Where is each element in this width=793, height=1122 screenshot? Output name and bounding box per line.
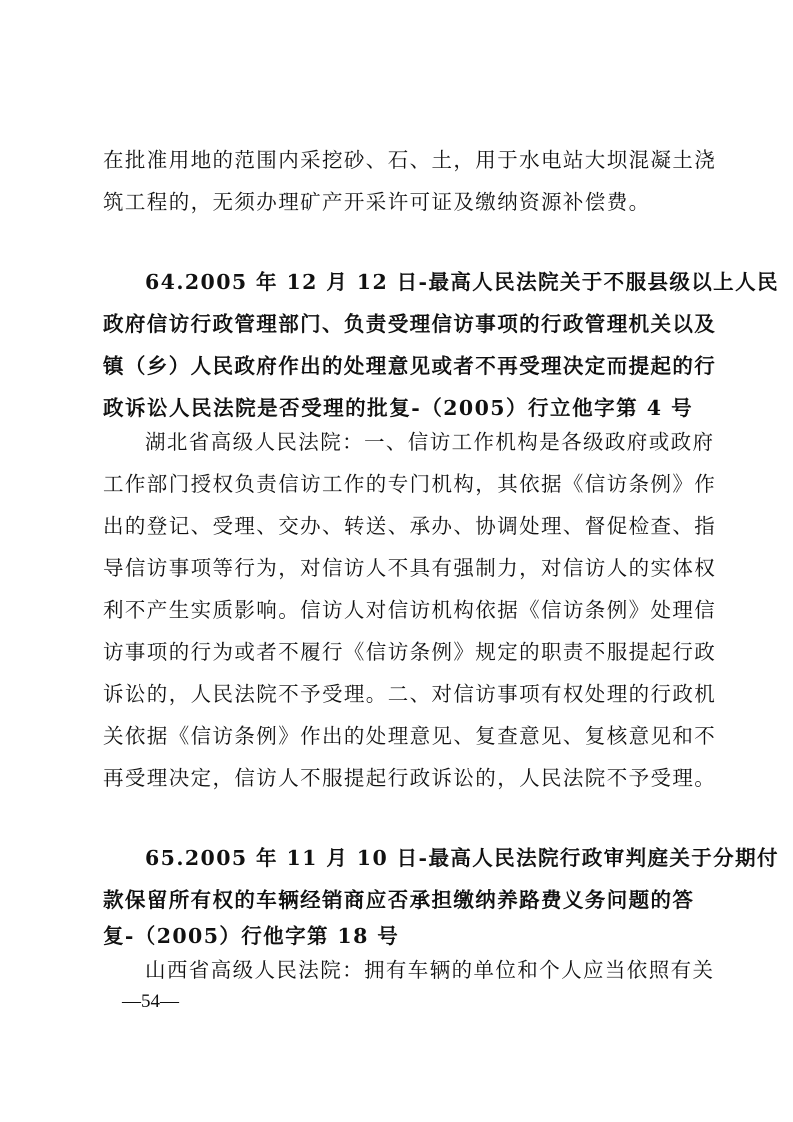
section-64-body-line: 访事项的行为或者不履行《信访条例》规定的职责不服提起行政 — [103, 640, 717, 664]
intro-line: 筑工程的，无须办理矿产开采许可证及缴纳资源补偿费。 — [103, 190, 651, 214]
section-65-title-line: 款保留所有权的车辆经销商应否承担缴纳养路费义务问题的答 — [103, 888, 695, 912]
section-64-title-line: 镇（乡）人民政府作出的处理意见或者不再受理决定而提起的行 — [103, 354, 717, 378]
section-65-title-line: 复-（2005）行他字第 18 号 — [103, 924, 400, 948]
section-64-title-line: 政诉讼人民法院是否受理的批复-（2005）行立他字第 4 号 — [103, 396, 693, 420]
section-64-body-line: 关依据《信访条例》作出的处理意见、复查意见、复核意见和不 — [103, 724, 717, 748]
section-64-body-line: 出的登记、受理、交办、转送、承办、协调处理、督促检查、指 — [103, 514, 717, 538]
page-number: —54— — [122, 991, 179, 1012]
section-64-title-line: 64.2005 年 12 月 12 日-最高人民法院关于不服县级以上人民 — [145, 270, 779, 294]
section-64-body-line: 湖北省高级人民法院：一、信访工作机构是各级政府或政府 — [145, 430, 715, 454]
intro-line: 在批准用地的范围内采挖砂、石、土，用于水电站大坝混凝土浇 — [103, 148, 717, 172]
section-64-title-line: 政府信访行政管理部门、负责受理信访事项的行政管理机关以及 — [103, 312, 717, 336]
section-64-body-line: 利不产生实质影响。信访人对信访机构依据《信访条例》处理信 — [103, 598, 717, 622]
section-64-body-line: 再受理决定，信访人不服提起行政诉讼的，人民法院不予受理。 — [103, 766, 717, 790]
section-64-body-line: 诉讼的，人民法院不予受理。二、对信访事项有权处理的行政机 — [103, 682, 717, 706]
section-64-body-line: 工作部门授权负责信访工作的专门机构，其依据《信访条例》作 — [103, 472, 717, 496]
section-64-body-line: 导信访事项等行为，对信访人不具有强制力，对信访人的实体权 — [103, 556, 717, 580]
section-65-title-line: 65.2005 年 11 月 10 日-最高人民法院行政审判庭关于分期付 — [145, 846, 779, 870]
section-65-body-line: 山西省高级人民法院：拥有车辆的单位和个人应当依照有关 — [145, 958, 715, 982]
